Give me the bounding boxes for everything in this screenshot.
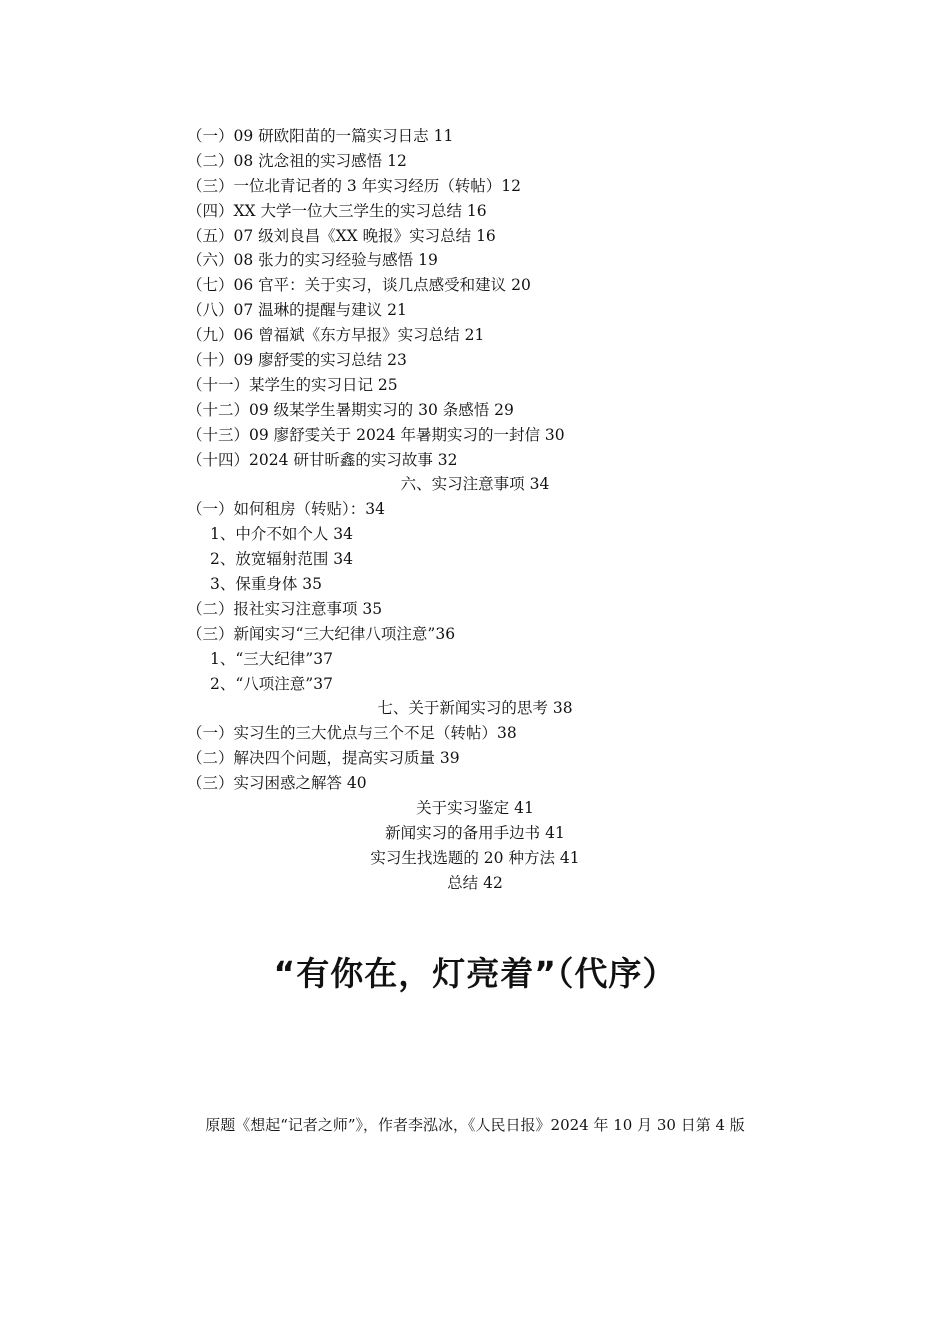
toc-entry: （九）06 曾福斌《东方早报》实习总结 21 [187,326,485,345]
toc-section-heading: 实习生找选题的 20 种方法 41 [370,848,580,867]
article-title: “有你在，灯亮着”（代序） [273,954,677,993]
toc-entry: （五）07 级刘良昌《XX 晚报》实习总结 16 [187,226,496,245]
toc-entry: 1、中介不如个人 34 [210,525,354,544]
table-of-contents [0,124,950,896]
toc-entry: （十一）某学生的实习日记 25 [187,375,398,394]
toc-entry: （三）实习困惑之解答 40 [187,774,367,793]
article-source-note: 原题《想起“记者之师”》，作者李泓冰，《人民日报》2024 年 10 月 30 日第 4 版 [205,1116,745,1134]
toc-section-heading: 关于实习鉴定 41 [416,799,534,818]
toc-entry: （八）07 温琳的提醒与建议 21 [187,301,407,320]
toc-entry: （一）如何租房（转贴）：34 [187,500,385,519]
toc-entry: （一）09 研欧阳苗的一篇实习日志 11 [187,127,454,145]
toc-section-heading: 总结 42 [447,873,503,892]
toc-entry: （四）XX 大学一位大三学生的实习总结 16 [187,201,487,220]
toc-entry: （七）06 官平：关于实习，谈几点感受和建议 20 [187,276,531,295]
toc-entry: （十）09 廖舒雯的实习总结 23 [187,351,407,370]
toc-section-heading: 七、关于新闻实习的思考 38 [377,699,573,718]
toc-entry: （十二）09 级某学生暑期实习的 30 条感悟 29 [187,400,514,419]
toc-entry: （二）08 沈念祖的实习感悟 12 [187,151,407,170]
toc-entry: （一）实习生的三大优点与三个不足（转帖）38 [187,724,517,743]
toc-entry: （三）新闻实习“三大纪律八项注意”36 [187,624,456,643]
toc-entry: 3、保重身体 35 [210,575,323,594]
toc-entry: （二）解决四个问题，提高实习质量 39 [187,749,460,768]
toc-section-heading: 六、实习注意事项 34 [400,475,550,494]
toc-entry: 1、“三大纪律”37 [210,649,333,668]
toc-entry: 2、“八项注意”37 [210,674,333,693]
toc-entry: （二）报社实习注意事项 35 [187,599,383,618]
toc-entry: （十三）09 廖舒雯关于 2024 年暑期实习的一封信 30 [187,425,565,444]
toc-entry: （十四）2024 研甘昕鑫的实习故事 32 [187,450,458,469]
toc-entry: （三）一位北青记者的 3 年实习经历（转帖）12 [187,176,521,195]
toc-section-heading: 新闻实习的备用手边书 41 [385,823,565,842]
toc-entry: （六）08 张力的实习经验与感悟 19 [187,251,438,270]
toc-entry: 2、放宽辐射范围 34 [210,550,354,569]
